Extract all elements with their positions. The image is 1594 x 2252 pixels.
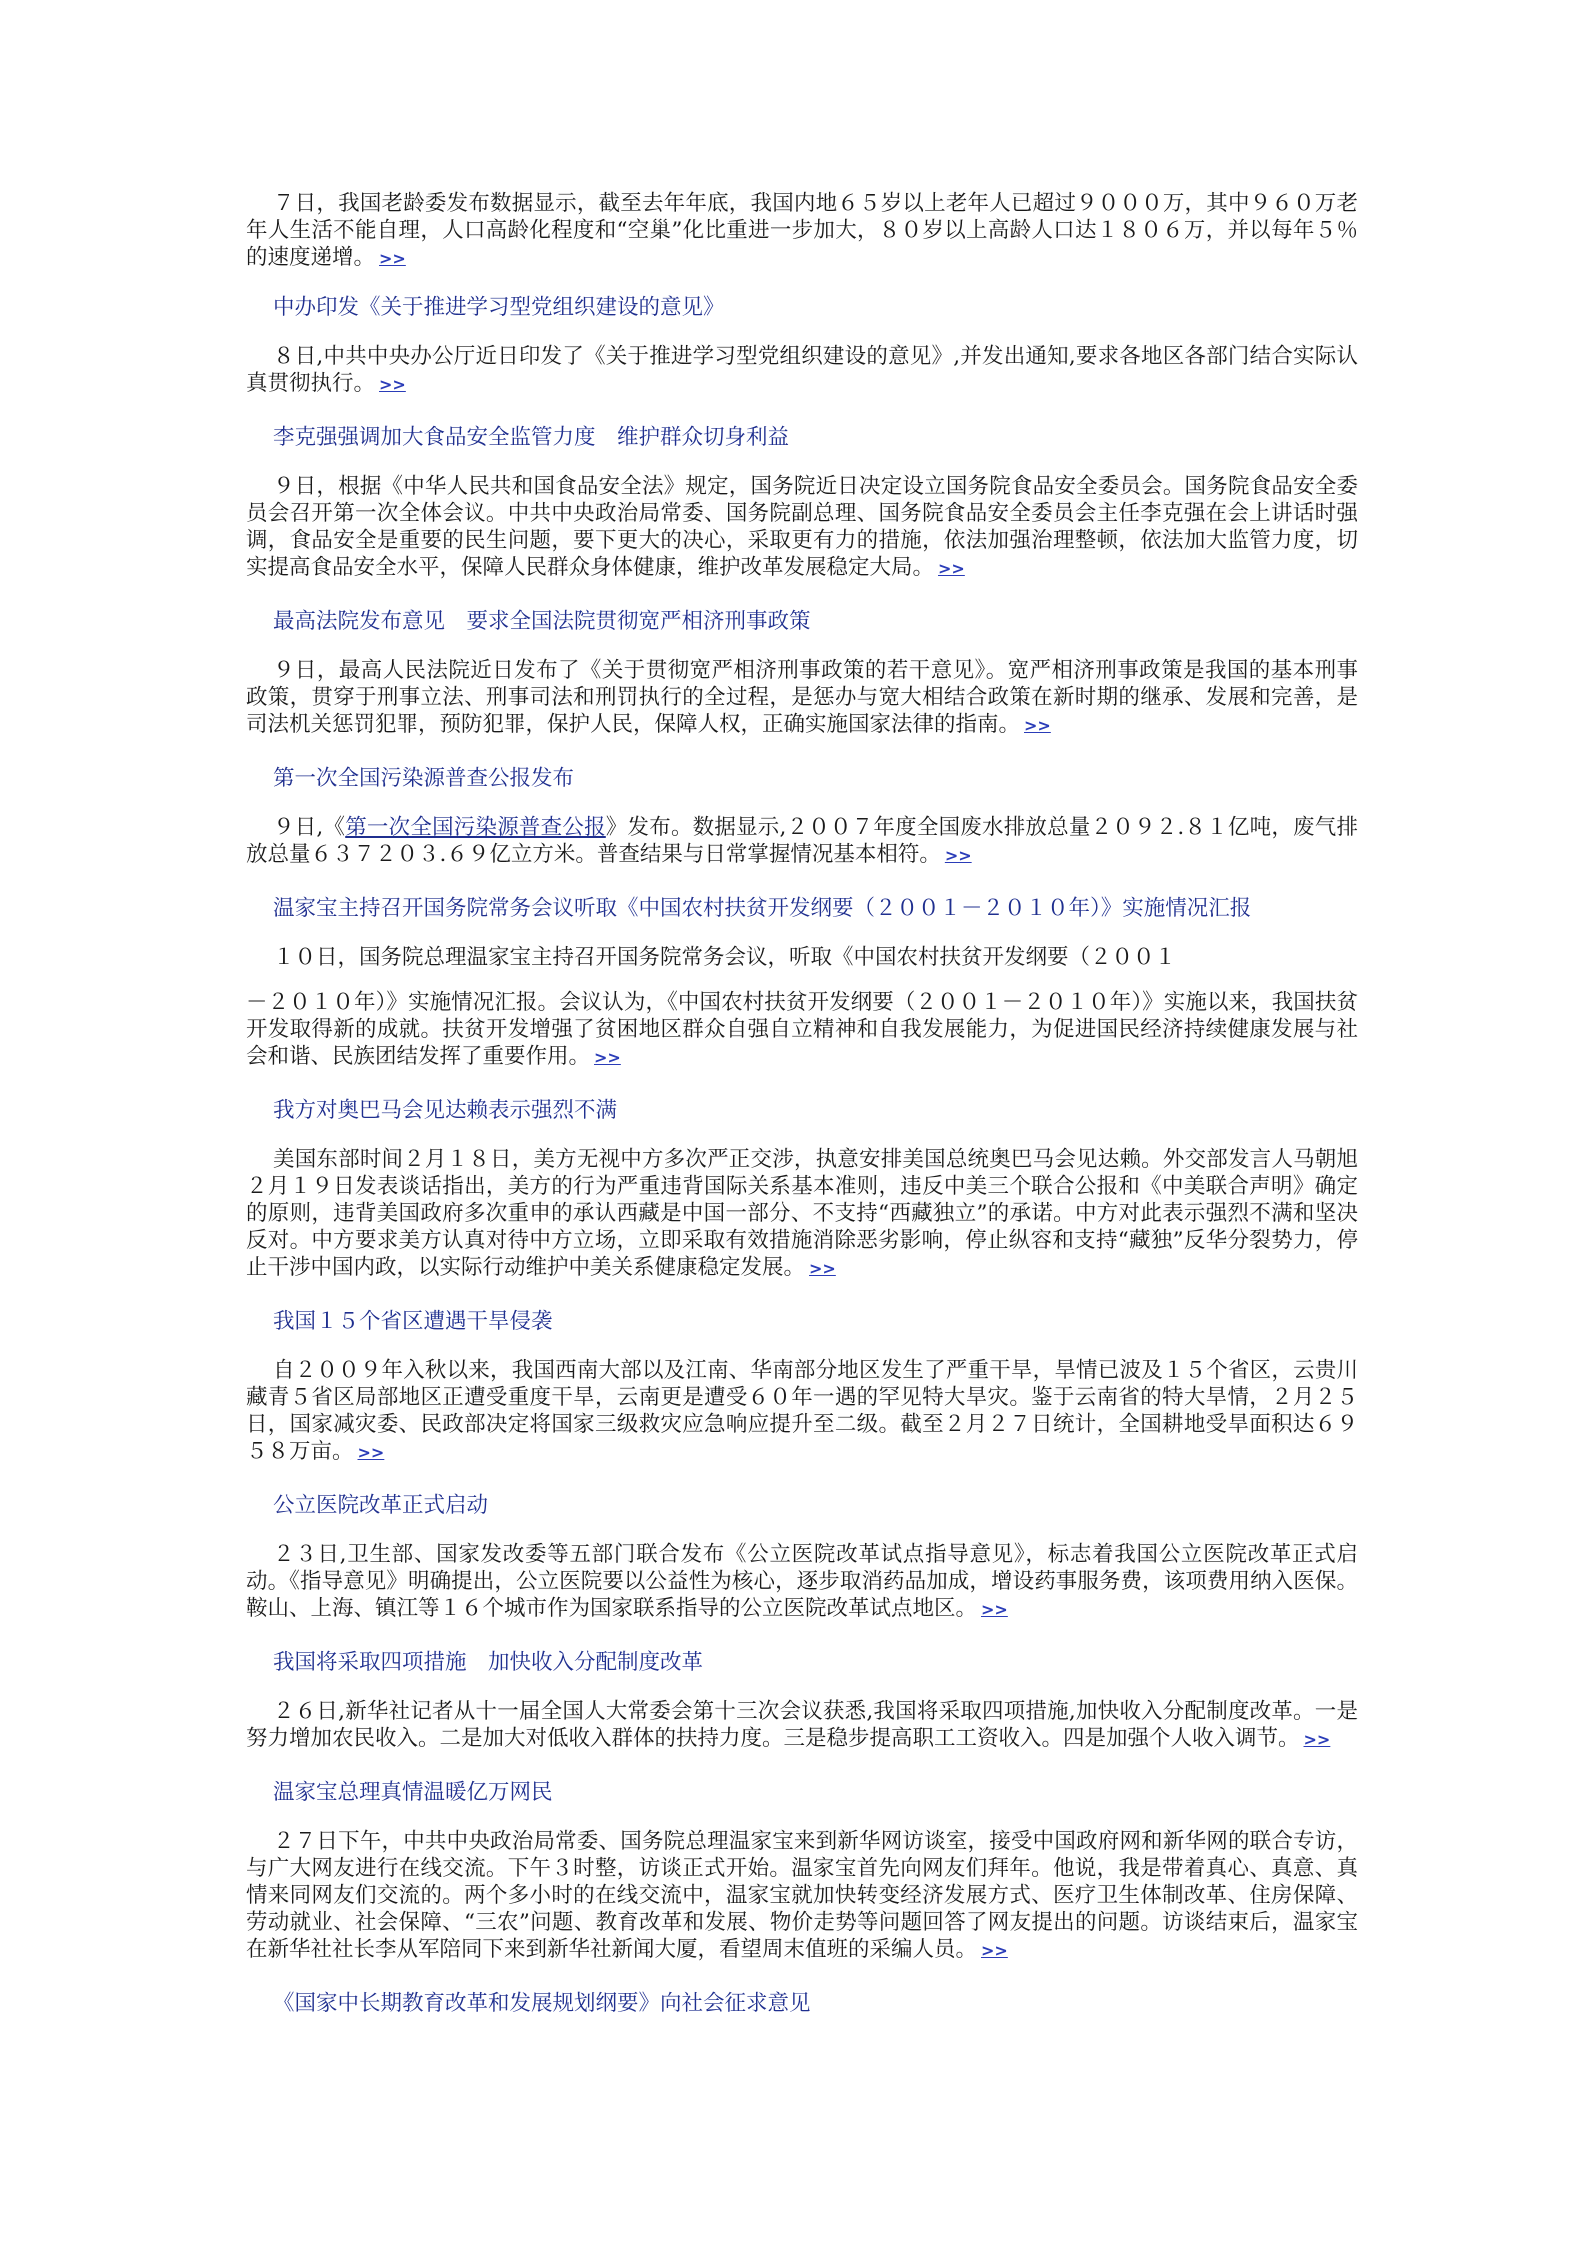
paragraph-text: 美国东部时间２月１８日，美方无视中方多次严正交涉，执意安排美国总统奥巴马会见达赖。外交部发言人马朝旭２月１９日发表谈话指出，美方的行为严重违背国际关系基本准则，违反中美三个联合公报和《中美联合声明》确定的原则，违背美国政府多次重申的承认西藏是中国一部分、不支持“西藏独立”的承诺。中方对此表示强烈不满和坚决反对。中方要求美方认真对待中方立场，立即采取有效措施消除恶劣影响，停止纵容和支持“藏独”反华分裂势力，停止干涉中国内政，以实际行动维护中美关系健康稳定发展。	[246, 1147, 1358, 1280]
read-more-link[interactable]: >>	[379, 249, 406, 268]
read-more-link[interactable]: >>	[938, 559, 965, 578]
paragraph-text: 自２００９年入秋以来，我国西南大部以及江南、华南部分地区发生了严重干旱，旱情已波及１５个省区，云贵川藏青５省区局部地区正遭受重度干旱，云南更是遭受６０年一遇的罕见特大旱灾。鉴于云南省的特大旱情，２月２５日，国家减灾委、民政部决定将国家三级救灾应急响应提升至二级。截至２月２７日统计，全国耕地受旱面积达６９５８万亩。	[246, 1358, 1358, 1464]
news-paragraph	[246, 657, 1358, 739]
read-more-link[interactable]: >>	[1024, 716, 1051, 735]
news-heading[interactable]: 中办印发《关于推进学习型党组织建设的意见》	[273, 295, 725, 320]
news-paragraph	[246, 1698, 1358, 1753]
news-paragraph	[246, 1146, 1358, 1282]
news-paragraph	[246, 1828, 1358, 1964]
read-more-link[interactable]: >>	[944, 846, 972, 865]
news-heading[interactable]: 我国１５个省区遭遇干旱侵袭	[273, 1309, 553, 1334]
news-paragraph-first-line	[246, 944, 1358, 971]
news-paragraph	[246, 190, 1358, 272]
paragraph-gap	[246, 971, 1358, 989]
news-heading[interactable]: 《国家中长期教育改革和发展规划纲要》向社会征求意见	[273, 1991, 811, 2016]
pollution-census-bulletin-link[interactable]: 第一次全国污染源普查公报	[345, 815, 606, 840]
paragraph-text: ２６日,新华社记者从十一届全国人大常委会第十三次会议获悉,我国将采取四项措施,加快收入分配制度改革。一是努力增加农民收入。二是加大对低收入群体的扶持力度。三是稳步提高职工工资收入。四是加强个人收入调节。	[246, 1699, 1358, 1751]
news-paragraph	[246, 814, 1358, 869]
news-heading[interactable]: 我国将采取四项措施 加快收入分配制度改革	[273, 1650, 704, 1675]
paragraph-text: ９日，根据《中华人民共和国食品安全法》规定，国务院近日决定设立国务院食品安全委员会。国务院食品安全委员会召开第一次全体会议。中共中央政治局常委、国务院副总理、国务院食品安全委员会主任李克强在会上讲话时强调，食品安全是重要的民生问题，要下更大的决心，采取更有力的措施，依法加强治理整顿，依法加大监管力度，切实提高食品安全水平，保障人民群众身体健康，维护改革发展稳定大局。	[246, 474, 1358, 580]
news-heading[interactable]: 温家宝主持召开国务院常务会议听取《中国农村扶贫开发纲要（２００１－２０１０年）》实施情况汇报	[273, 896, 1252, 921]
news-heading[interactable]: 温家宝总理真情温暖亿万网民	[273, 1780, 553, 1805]
read-more-link[interactable]: >>	[981, 1600, 1008, 1619]
paragraph-text: ２３日,卫生部、国家发改委等五部门联合发布《公立医院改革试点指导意见》，标志着我国公立医院改革正式启动。《指导意见》明确提出，公立医院要以公益性为核心，逐步取消药品加成，增设药事服务费，该项费用纳入医保。鞍山、上海、镇江等１６个城市作为国家联系指导的公立医院改革试点地区。	[246, 1542, 1358, 1621]
news-heading[interactable]: 第一次全国污染源普查公报发布	[273, 766, 575, 791]
news-heading[interactable]: 李克强强调加大食品安全监管力度 维护群众切身利益	[273, 425, 790, 450]
news-paragraph	[246, 473, 1358, 582]
read-more-link[interactable]: >>	[1303, 1730, 1331, 1749]
read-more-link[interactable]: >>	[379, 375, 406, 394]
news-paragraph	[246, 343, 1358, 398]
news-heading[interactable]: 我方对奥巴马会见达赖表示强烈不满	[273, 1098, 618, 1123]
news-paragraph	[246, 1357, 1358, 1466]
paragraph-text: ８日,中共中央办公厅近日印发了《关于推进学习型党组织建设的意见》,并发出通知,要求各地区各部门结合实际认真贯彻执行。	[246, 344, 1358, 396]
read-more-link[interactable]: >>	[981, 1941, 1008, 1960]
read-more-link[interactable]: >>	[357, 1443, 385, 1462]
paragraph-text: －２０１０年）》实施情况汇报。会议认为，《中国农村扶贫开发纲要（２００１－２０１０年）》实施以来，我国扶贫开发取得新的成就。扶贫开发增强了贫困地区群众自强自立精神和自我发展能力，为促进国民经济持续健康发展与社会和谐、民族团结发挥了重要作用。	[246, 990, 1358, 1069]
read-more-link[interactable]: >>	[809, 1259, 836, 1278]
news-paragraph	[246, 1541, 1358, 1623]
paragraph-text-prefix: ９日,《	[273, 815, 346, 840]
paragraph-text-suffix: 》发布。数据显示,２００７年度全国废水排放总量２０９２.８１亿吨，废气排放总量６３７２０３.６９亿立方米。普查结果与日常掌握情况基本相符。	[246, 815, 1358, 867]
paragraph-text: １０日，国务院总理温家宝主持召开国务院常务会议，听取《中国农村扶贫开发纲要（２００１	[273, 945, 1177, 970]
paragraph-text: ２７日下午，中共中央政治局常委、国务院总理温家宝来到新华网访谈室，接受中国政府网和新华网的联合专访，与广大网友进行在线交流。下午３时整，访谈正式开始。温家宝首先向网友们拜年。他说，我是带着真心、真意、真情来同网友们交流的。两个多小时的在线交流中，温家宝就加快转变经济发展方式、医疗卫生体制改革、住房保障、劳动就业、社会保障、“三农”问题、教育改革和发展、物价走势等问题回答了网友提出的问题。访谈结束后，温家宝在新华社社长李从军陪同下来到新华社新闻大厦，看望周末值班的采编人员。	[246, 1829, 1358, 1962]
paragraph-text: ７日，我国老龄委发布数据显示，截至去年年底，我国内地６５岁以上老年人已超过９０００万，其中９６０万老年人生活不能自理，人口高龄化程度和“空巢”化比重进一步加大，８０岁以上高龄人口达１８０６万，并以每年５％的速度递增。	[246, 191, 1358, 270]
news-paragraph	[246, 989, 1358, 1071]
article-page	[246, 190, 1358, 2039]
read-more-link[interactable]: >>	[594, 1048, 621, 1067]
paragraph-text: ９日，最高人民法院近日发布了《关于贯彻宽严相济刑事政策的若干意见》。宽严相济刑事政策是我国的基本刑事政策，贯穿于刑事立法、刑事司法和刑罚执行的全过程，是惩办与宽大相结合政策在新时期的继承、发展和完善，是司法机关惩罚犯罪，预防犯罪，保护人民，保障人权，正确实施国家法律的指南。	[246, 658, 1358, 737]
news-heading[interactable]: 公立医院改革正式启动	[273, 1493, 489, 1518]
news-heading[interactable]: 最高法院发布意见 要求全国法院贯彻宽严相济刑事政策	[273, 609, 811, 634]
